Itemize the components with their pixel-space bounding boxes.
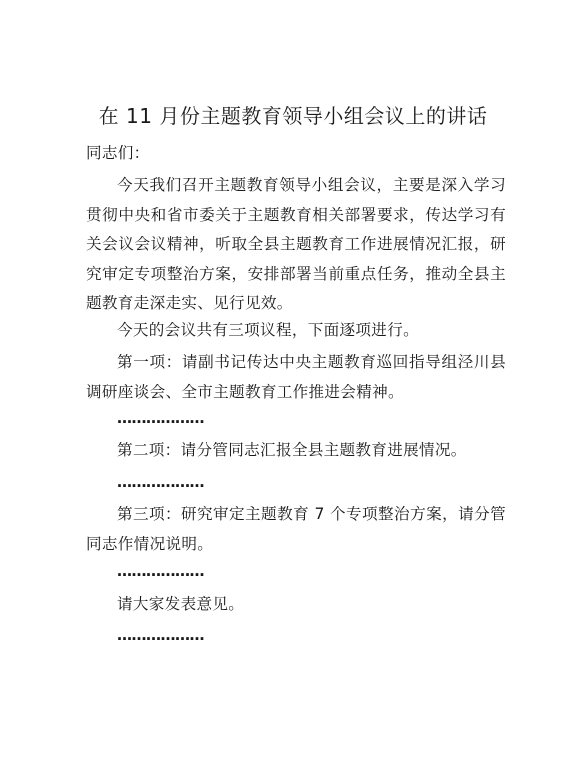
ellipsis-4: ……………… xyxy=(117,626,204,644)
paragraph-agenda-intro: 今天的会议共有三项议程，下面逐项进行。 xyxy=(117,321,419,339)
salutation: 同志们： xyxy=(86,144,150,162)
paragraph-agenda-item-2: 第二项：请分管同志汇报全县主题教育进展情况。 xyxy=(117,441,467,459)
paragraph-opening: 今天我们召开主题教育领导小组会议，主要是深入学习贯彻中央和省市委关于主题教育相关部署要求，传达学习有关会议会议精神，听取全县主题教育工作进展情况汇报，研究审定专项整治方案，安排部署当前重点任务，推动全县主题教育走深走实、见行见效。 xyxy=(86,176,506,312)
ellipsis-3: ……………… xyxy=(117,562,204,580)
ellipsis-2: ……………… xyxy=(117,473,204,491)
paragraph-closing: 请大家发表意见。 xyxy=(117,595,245,613)
paragraph-agenda-item-1: 第一项：请副书记传达中央主题教育巡回指导组泾川县调研座谈会、全市主题教育工作推进会精神。 xyxy=(86,353,506,401)
ellipsis-1: ……………… xyxy=(117,409,204,427)
document-title: 在 11 月份主题教育领导小组会议上的讲话 xyxy=(98,104,488,128)
paragraph-agenda-item-3: 第三项：研究审定主题教育 7 个专项整治方案，请分管同志作情况说明。 xyxy=(86,505,506,553)
